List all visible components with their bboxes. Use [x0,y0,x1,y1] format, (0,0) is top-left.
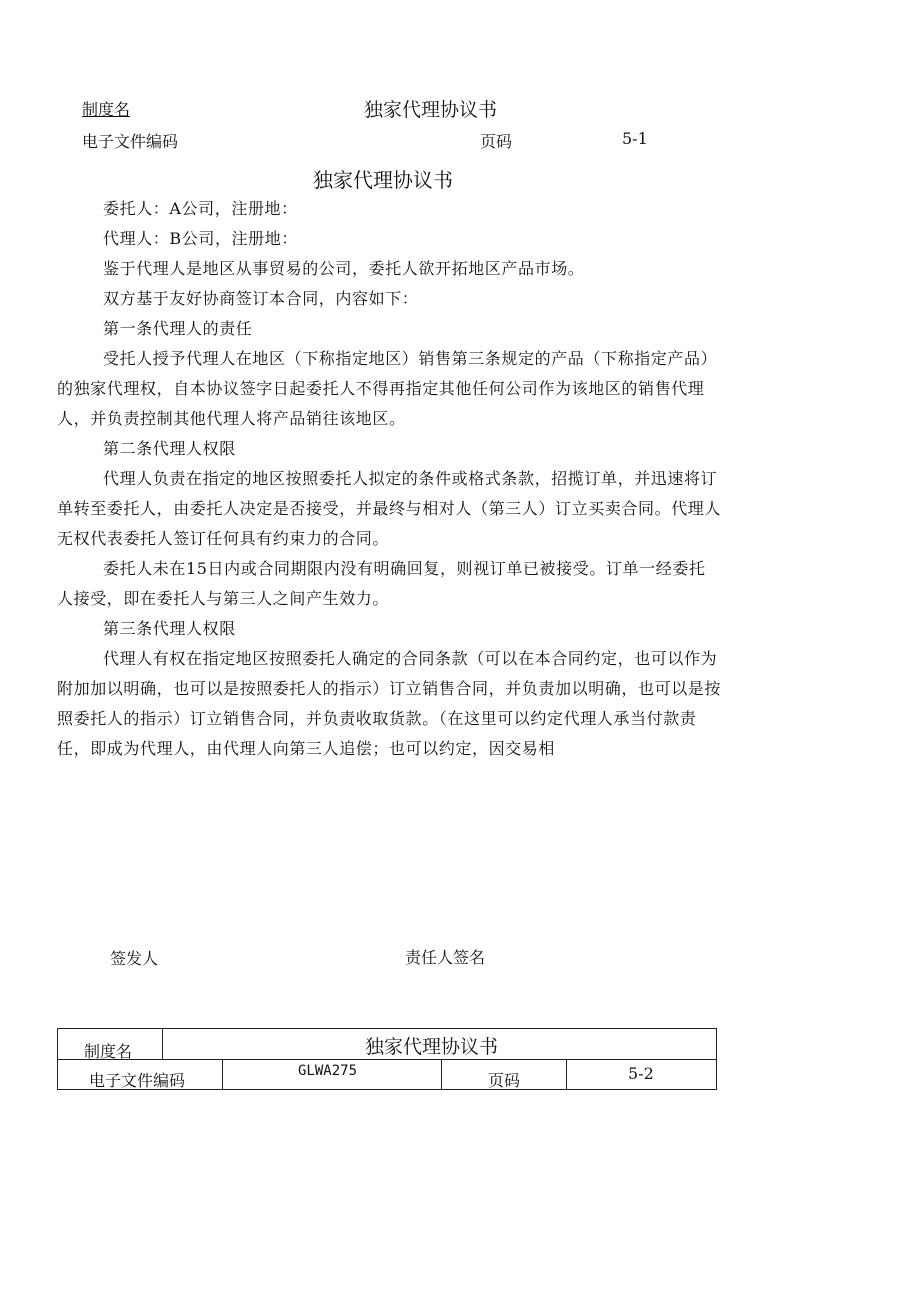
header-2-name-label: 制度名 [84,1042,133,1061]
responsible-signature-label: 责任人签名 [405,948,486,967]
document-title: 独家代理协议书 [313,168,453,192]
header-1-code-label: 电子文件编码 [82,132,179,151]
article-1-heading: 第一条代理人的责任 [103,319,253,338]
header-2-divider [222,1060,223,1089]
document-body [57,194,721,764]
header-2-divider [566,1060,567,1089]
header-1-title: 独家代理协议书 [364,99,498,121]
header-2-divider [162,1029,163,1059]
article-2-heading: 第二条代理人权限 [103,439,236,458]
header-2-divider [441,1060,442,1089]
header-2-row-2 [58,1060,716,1089]
header-2-title: 独家代理协议书 [365,1036,499,1058]
paragraph-intro: 双方基于友好协商签订本合同，内容如下： [103,289,419,308]
article-3-text: 代理人有权在指定地区按照委托人确定的合同条款（可以在本合同约定，也可以作为附加加以明确，也可以是按照委托人的指示）订立销售合同，并负责加以明确，也可以是按照委托人的指示）订立销售合同，并负责收取货款。（在这里可以约定代理人承当付款责任，即成为代理人，由代理人向第三人追偿；也可以约定，因交易相 [57,649,722,758]
issuer-label: 签发人 [110,949,159,968]
header-2-page-label: 页码 [488,1071,521,1090]
paragraph-whereas: 鉴于代理人是地区从事贸易的公司，委托人欲开拓地区产品市场。 [103,259,585,278]
article-2-text: 代理人负责在指定的地区按照委托人拟定的条件或格式条款，招揽订单，并迅速将订单转至委托人，由委托人决定是否接受，并最终与相对人（第三人）订立买卖合同。代理人无权代表委托人签订任何具有约束力的合同。 [57,469,722,548]
paragraph-agent: 代理人：B公司，注册地： [103,229,298,248]
header-1-page-label: 页码 [480,132,513,151]
paragraph-principal: 委托人：A公司，注册地： [103,199,298,218]
header-1-name-label: 制度名 [82,100,131,119]
header-2-row-1 [58,1029,716,1060]
header-2-page-value: 5-2 [628,1064,654,1083]
article-2-text-2: 委托人未在15日内或合同期限内没有明确回复，则视订单已被接受。订单一经委托人接受，即在委托人与第三人之间产生效力。 [57,559,706,608]
article-1-text: 受托人授予代理人在地区（下称指定地区）销售第三条规定的产品（下称指定产品）的独家代理权，自本协议签字日起委托人不得再指定其他任何公司作为该地区的销售代理人，并负责控制其他代理人将产品销往该地区。 [57,349,718,428]
article-3-heading: 第三条代理人权限 [103,619,236,638]
header-2-table [57,1028,717,1090]
header-2-code-label: 电子文件编码 [89,1071,186,1090]
header-1-page-value: 5-1 [622,129,648,148]
header-2-code-value: GLWA275 [298,1063,358,1079]
